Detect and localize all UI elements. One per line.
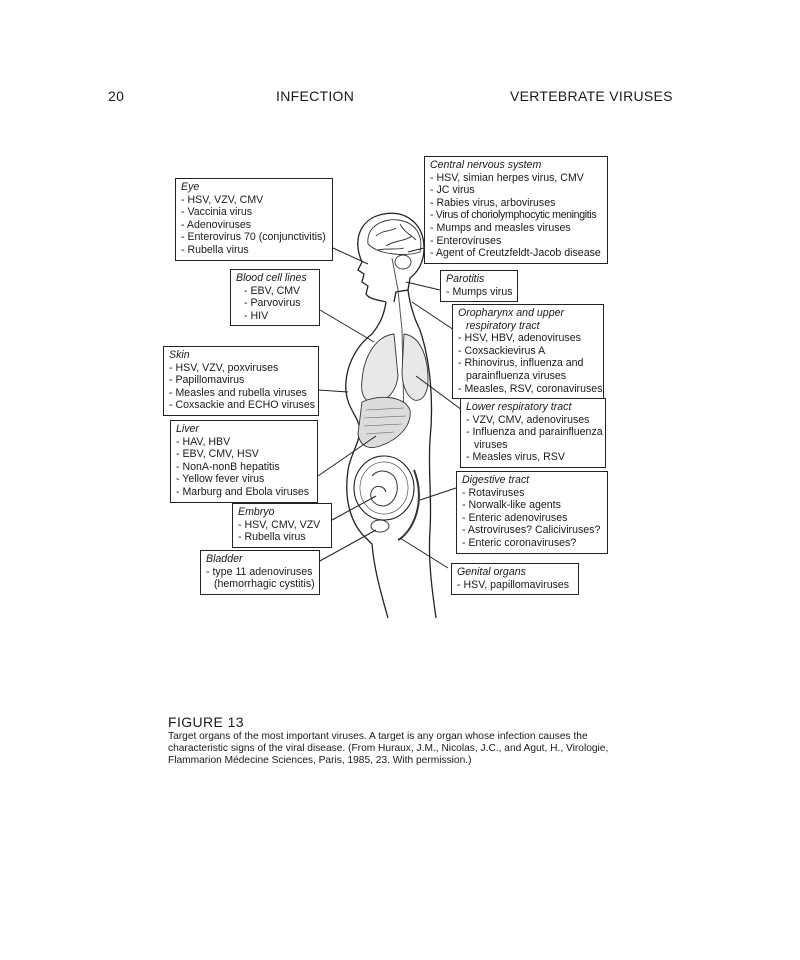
brain [368, 220, 421, 255]
page-number: 20 [108, 88, 125, 104]
oropharynx-item: - Coxsackievirus A [458, 344, 546, 357]
digestive-tract-box [456, 471, 608, 554]
oropharynx-box [452, 304, 604, 399]
genital-organs-box [451, 563, 579, 595]
digestive-item: - Astroviruses? Caliciviruses? [462, 524, 601, 537]
liver-item: - Marburg and Ebola viruses [176, 485, 310, 498]
embryo-item: - Rubella virus [238, 531, 306, 544]
oropharynx-item: - HSV, HBV, adenoviruses [458, 332, 581, 345]
embryo-box [232, 503, 332, 548]
leader-skin [318, 390, 348, 392]
digestive-title: Digestive tract [462, 474, 530, 486]
running-title: VERTEBRATE VIRUSES [510, 88, 673, 104]
oropharynx-title-line2: respiratory tract [466, 319, 540, 332]
eye-title: Eye [181, 181, 200, 193]
cerebellum [395, 255, 411, 269]
bladder-box [200, 550, 320, 595]
oropharynx-item: - Measles, RSV, coronaviruses [458, 382, 603, 395]
bladder-item: - type 11 adenoviruses [206, 565, 313, 578]
oropharynx-item: - Rhinovirus, influenza and [458, 357, 584, 370]
eye-item: - Adenoviruses [181, 218, 252, 231]
skin-item: - Coxsackie and ECHO viruses [169, 399, 316, 412]
digestive-item: - Enteric adenoviruses [462, 511, 568, 524]
digestive-tract [398, 470, 419, 540]
figure-label: FIGURE 13 [168, 714, 244, 730]
genital-title: Genital organs [457, 566, 526, 578]
cns-item: - Enteroviruses [430, 234, 502, 247]
blood-item: - HIV [244, 309, 269, 322]
embryo [371, 471, 398, 506]
digestive-item: - Norwalk-like agents [462, 499, 561, 512]
liver-item: - NonA-nonB hepatitis [176, 460, 280, 473]
blood-item: - Parvovirus [244, 297, 301, 310]
liver [358, 397, 410, 447]
eye-item: - Rubella virus [181, 243, 249, 256]
cns-item: - JC virus [430, 184, 475, 197]
liver-item: - HAV, HBV [176, 435, 231, 448]
leader-blood [320, 310, 374, 342]
lower-respiratory-box [460, 398, 606, 468]
lower-title: Lower respiratory tract [466, 401, 572, 413]
liver-item: - EBV, CMV, HSV [176, 448, 259, 461]
liver-title: Liver [176, 423, 199, 435]
liver-box [170, 420, 318, 503]
lower-item: viruses [474, 438, 508, 451]
skin-item: - Papillomavirus [169, 374, 245, 387]
digestive-item: - Rotaviruses [462, 486, 525, 499]
lower-item: - VZV, CMV, adenoviruses [466, 413, 590, 426]
eye-item: - Vaccinia virus [181, 206, 253, 219]
skin-title: Skin [169, 349, 190, 361]
leader-cns [408, 248, 424, 252]
embryo-title: Embryo [238, 506, 275, 518]
lungs [362, 334, 428, 402]
leader-digestive [420, 488, 456, 500]
parotitis-box [440, 270, 518, 302]
parotitis-title: Parotitis [446, 273, 485, 285]
cns-item: - Virus of choriolymphocytic meningitis [430, 209, 597, 222]
cns-item: - HSV, simian herpes virus, CMV [430, 171, 584, 184]
figure-caption: Target organs of the most important viruses. A target is any organ whose infection causes the characteristic signs of the viral disease. (From Huraux, J.M., Nicolas, J.C., and Agut, H., Virologie, Flammarion Médecine Sciences, Paris, 1985, 23. With permission.) [168, 731, 609, 767]
skin-box [163, 346, 319, 416]
cns-item: - Mumps and measles viruses [430, 221, 571, 234]
eye-item: - HSV, VZV, CMV [181, 193, 264, 206]
leader-eye [333, 248, 368, 264]
digestive-item: - Enteric coronaviruses? [462, 536, 577, 549]
eye-box [175, 178, 333, 261]
leader-parotitis [406, 282, 440, 290]
eye-item: - Enterovirus 70 (conjunctivitis) [181, 231, 326, 244]
blood-title: Blood cell lines [236, 272, 307, 284]
blood-cell-lines-box [230, 269, 320, 326]
leader-genital [400, 538, 448, 568]
blood-item: - EBV, CMV [244, 284, 301, 297]
lower-item: - Measles virus, RSV [466, 451, 565, 464]
oropharynx-item: parainfluenza viruses [466, 369, 567, 382]
liver-item: - Yellow fever virus [176, 473, 265, 486]
embryo-item: - HSV, CMV, VZV [238, 518, 321, 531]
lower-item: - Influenza and parainfluenza [466, 426, 603, 439]
leader-liver [318, 436, 376, 476]
cns-title: Central nervous system [430, 159, 542, 171]
bladder-item: (hemorrhagic cystitis) [214, 578, 315, 591]
cns-item: - Agent of Creutzfeldt-Jacob disease [430, 247, 601, 260]
cns-item: - Rabies virus, arboviruses [430, 196, 556, 209]
skin-item: - Measles and rubella viruses [169, 386, 307, 399]
cns-box [424, 156, 608, 264]
bladder-title: Bladder [206, 553, 243, 565]
oropharynx-title: Oropharynx and upper [458, 307, 565, 319]
genital-item: - HSV, papillomaviruses [457, 578, 570, 591]
parotitis-item: - Mumps virus [446, 285, 513, 298]
bladder [371, 520, 389, 532]
skin-item: - HSV, VZV, poxviruses [169, 361, 279, 374]
running-section: INFECTION [276, 88, 355, 104]
